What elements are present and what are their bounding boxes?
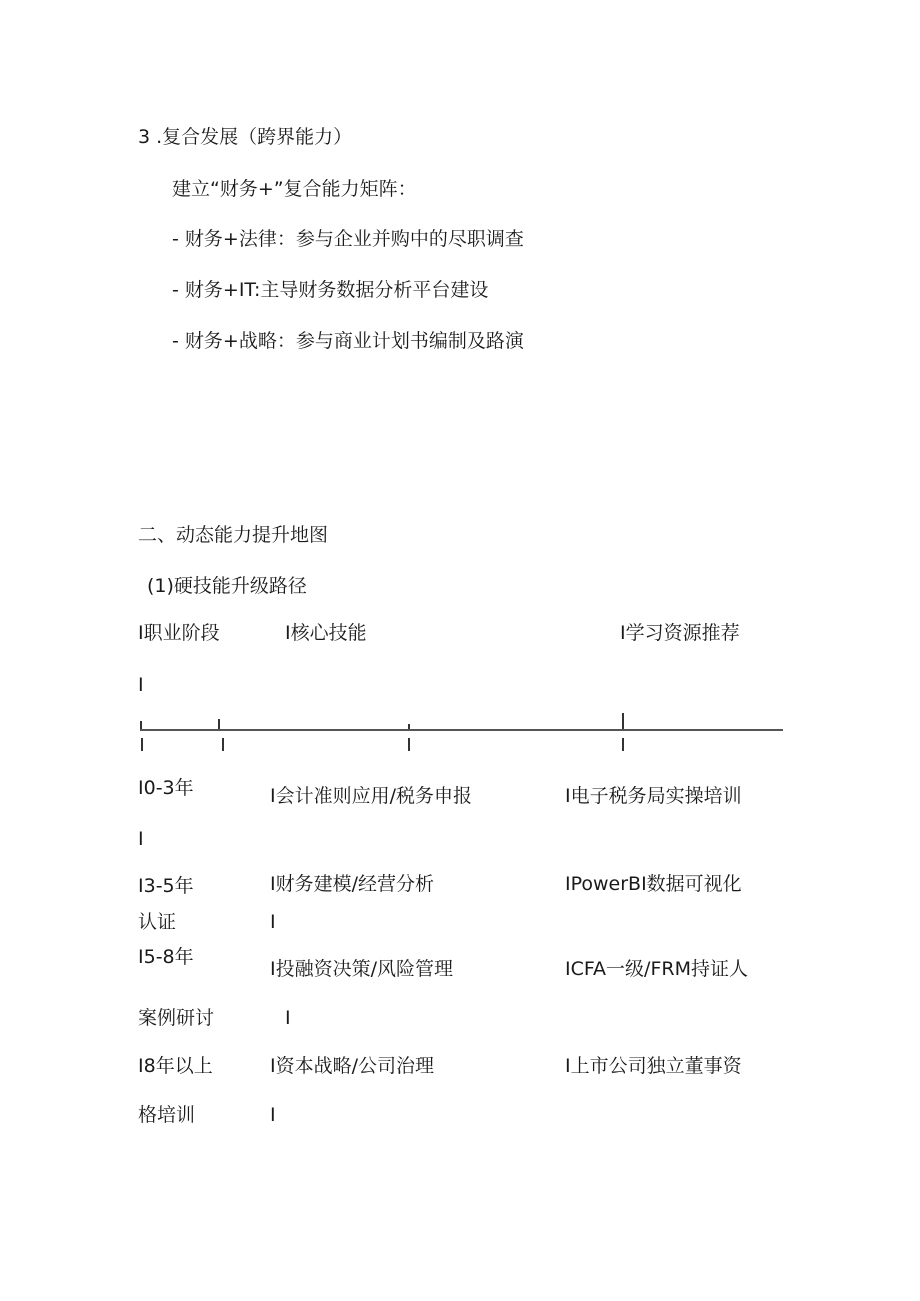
part-heading: 二、动态能力提升地图 [138, 524, 329, 546]
table-cell-continuation: 案例研讨 [138, 1007, 215, 1029]
table-cell-skill: I财务建模/经营分析 [270, 873, 435, 895]
table-bar: I [270, 911, 276, 933]
table-cell-stage: I3-5年 [138, 875, 194, 897]
table-cell-resource: ICFA一级/FRM持证人 [565, 958, 748, 980]
section-heading: 3 .复合发展（跨界能力） [138, 126, 353, 148]
table-cell-skill: I资本战略/公司治理 [270, 1055, 435, 1077]
table-cell-continuation: 认证 [138, 911, 177, 933]
table-cell-skill: I会计准则应用/税务申报 [270, 785, 473, 807]
list-item: - 财务+战略：参与商业计划书编制及路演 [172, 330, 524, 352]
list-item: - 财务+法律：参与企业并购中的尽职调查 [172, 228, 524, 250]
table-bar: I [285, 1007, 291, 1029]
intro-text: 建立“财务+”复合能力矩阵： [172, 178, 417, 200]
subheading: (1)硬技能升级路径 [147, 575, 307, 597]
table-cell-resource: I上市公司独立董事资 [565, 1055, 742, 1077]
table-header-skill: I核心技能 [285, 622, 367, 644]
table-header-resource: I学习资源推荐 [620, 622, 740, 644]
table-cell-stage: I5-8年 [138, 946, 194, 968]
table-bar: I [138, 674, 144, 696]
table-cell-resource: IPowerBI数据可视化 [565, 873, 742, 895]
table-cell-skill: I投融资决策/风险管理 [270, 958, 454, 980]
table-header-stage: I职业阶段 [138, 622, 220, 644]
table-cell-resource: I电子税务局实操培训 [565, 785, 742, 807]
table-bar: I [270, 1104, 276, 1126]
table-cell-continuation: 格培训 [138, 1104, 196, 1126]
list-item: - 财务+IT:主导财务数据分析平台建设 [172, 279, 489, 301]
table-bar: I [138, 828, 144, 850]
table-cell-stage: I8年以上 [138, 1055, 213, 1077]
table-cell-stage: I0-3年 [138, 777, 194, 799]
